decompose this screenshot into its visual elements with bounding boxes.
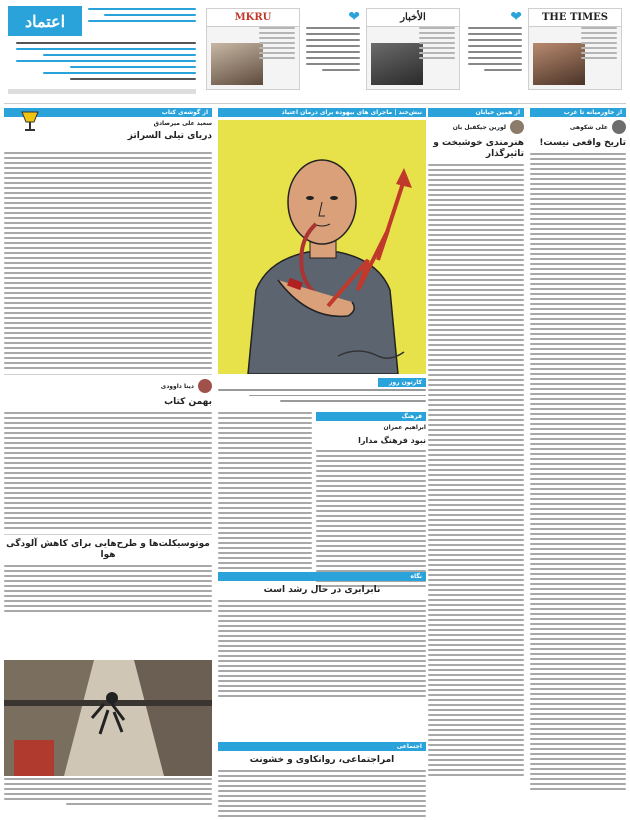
article-body <box>428 164 524 778</box>
brand-box <box>8 6 196 94</box>
brand-topics <box>88 8 196 26</box>
article-body <box>218 770 426 820</box>
front-page-photo <box>371 43 423 85</box>
byline <box>428 120 524 134</box>
article-body <box>4 152 212 370</box>
byline <box>316 424 426 431</box>
front-page-name: الأخبار <box>367 9 459 27</box>
photo-illustration <box>4 660 212 776</box>
front-page-thumbnail[interactable] <box>528 8 622 90</box>
author-name: سعید علی میرصادق <box>153 120 212 127</box>
headline-snippet <box>306 10 360 75</box>
section-header: از گوشه‌ی کتاب <box>4 108 212 117</box>
article-body <box>4 412 212 530</box>
section-header: کارتون روز <box>378 378 426 387</box>
column-left <box>4 108 212 615</box>
article-title[interactable]: هنرمندی خوشبخت و تاثیرگذار <box>433 138 524 159</box>
brand-logo: اعتماد <box>8 6 82 36</box>
article-title[interactable]: تاریخ واقعی نیست! <box>539 138 626 148</box>
article-body <box>530 153 626 793</box>
article-body <box>218 412 312 572</box>
lamp-icon <box>18 110 42 132</box>
avatar <box>198 379 212 393</box>
avatar <box>510 120 524 134</box>
byline <box>4 379 212 393</box>
social-article <box>218 742 426 820</box>
front-page-thumbnail[interactable] <box>206 8 300 90</box>
cinema-article <box>218 412 312 572</box>
section-header: از خاورمیانه تا غرب <box>530 108 626 117</box>
section-header: نگاه <box>218 572 426 581</box>
article-body <box>316 450 426 590</box>
section-header: نیش‌خند | ماجرای های بیهوده برای درمان اعتیاد <box>218 108 426 117</box>
section-header: اجتماعی <box>218 742 426 751</box>
article-title[interactable]: نبود فرهنگ مدارا <box>358 436 426 445</box>
article-title[interactable]: امراجتماعی، روانکاوی و خشونت <box>249 755 395 765</box>
cartoon-caption <box>218 378 426 406</box>
heart-icon: ❤ <box>510 9 522 25</box>
news-photo[interactable] <box>4 660 212 776</box>
article-body <box>218 600 426 700</box>
cartoon-block <box>218 108 426 374</box>
front-page-photo <box>533 43 585 85</box>
front-page-name: MKRU <box>207 9 299 27</box>
section-header: از همین خیابان <box>428 108 524 117</box>
column-second <box>428 108 524 778</box>
author-name: علی شکوهی <box>569 123 608 131</box>
article-title[interactable]: دریای تیلی السراتز <box>127 131 212 141</box>
culture-article <box>316 412 426 590</box>
article-title[interactable]: موتوسیکلت‌ها و طرح‌هایی برای کاهش آلودگی هوا <box>6 539 210 560</box>
dateline-rule <box>4 98 626 104</box>
brand-info <box>16 42 196 84</box>
cartoon-illustration <box>218 120 426 374</box>
avatar <box>612 120 626 134</box>
headline-snippet <box>468 10 522 75</box>
caption-text <box>218 389 426 402</box>
front-page-name: THE TIMES <box>529 9 621 27</box>
article-body <box>4 565 212 615</box>
author-name: دینا داوودی <box>160 382 194 390</box>
author-name: ابراهیم عمران <box>383 424 426 431</box>
front-page-photo <box>211 43 263 85</box>
article-title[interactable]: بهمن کتاب <box>164 397 212 407</box>
photo-caption <box>4 778 212 808</box>
inequality-article <box>218 572 426 700</box>
masthead <box>4 4 626 96</box>
cartoon-image[interactable] <box>218 120 426 374</box>
author-name: لورین جیکفبل بان <box>452 123 506 131</box>
front-page-thumbnail[interactable] <box>366 8 460 90</box>
brand-bar <box>8 89 196 94</box>
article-title[interactable]: نابرابری در حال رشد است <box>263 585 381 595</box>
column-right <box>530 108 626 793</box>
section-header: فرهنگ <box>316 412 426 421</box>
heart-icon: ❤ <box>348 9 360 25</box>
byline <box>530 120 626 134</box>
